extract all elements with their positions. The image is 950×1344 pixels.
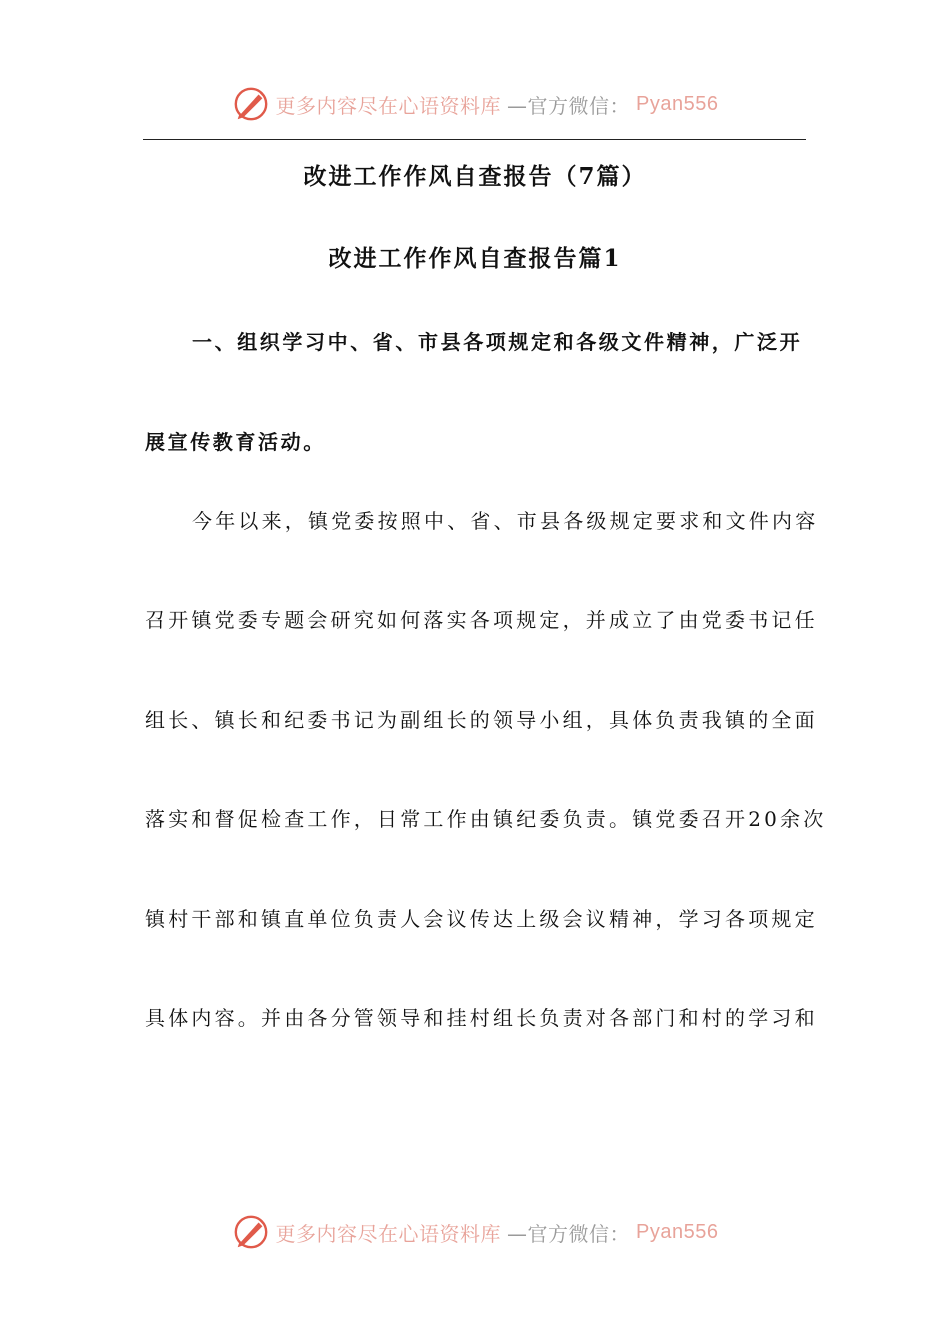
heading-line-2: 展宣传教育活动。 [145,430,326,454]
footer-banner [0,1210,950,1254]
banner-site-name: 更多内容尽在心语资料库 [275,93,502,118]
section-title: 改进工作作风自查报告篇1 [328,245,622,272]
banner-wechat-handle: Pyan556 [636,1220,719,1243]
banner-wechat-label: —官方微信： [507,1221,631,1246]
heading-line-1: 一、组织学习中、省、市县各项规定和各级文件精神，广泛开 [192,330,803,354]
body-line-3: 组长、镇长和纪委书记为副组长的领导小组，具体负责我镇的全面 [145,708,818,732]
body-line-2: 召开镇党委专题会研究如何落实各项规定，并成立了由党委书记任 [145,608,818,632]
document-title: 改进工作作风自查报告（7篇） [303,163,647,190]
header-divider [143,139,806,140]
body-line-4: 落实和督促检查工作，日常工作由镇纪委负责。镇党委召开20余次 [145,807,827,831]
body-line-6: 具体内容。并由各分管领导和挂村组长负责对各部门和村的学习和 [145,1006,818,1030]
pen-logo-icon [232,1213,270,1251]
banner-wechat-handle: Pyan556 [636,92,719,115]
banner-site-name: 更多内容尽在心语资料库 [275,1221,502,1246]
body-line-1: 今年以来，镇党委按照中、省、市县各级规定要求和文件内容 [192,509,819,533]
body-line-5: 镇村干部和镇直单位负责人会议传达上级会议精神，学习各项规定 [145,907,818,931]
header-banner [0,82,950,126]
pen-logo-icon [232,85,270,123]
banner-wechat-label: —官方微信： [507,93,631,118]
